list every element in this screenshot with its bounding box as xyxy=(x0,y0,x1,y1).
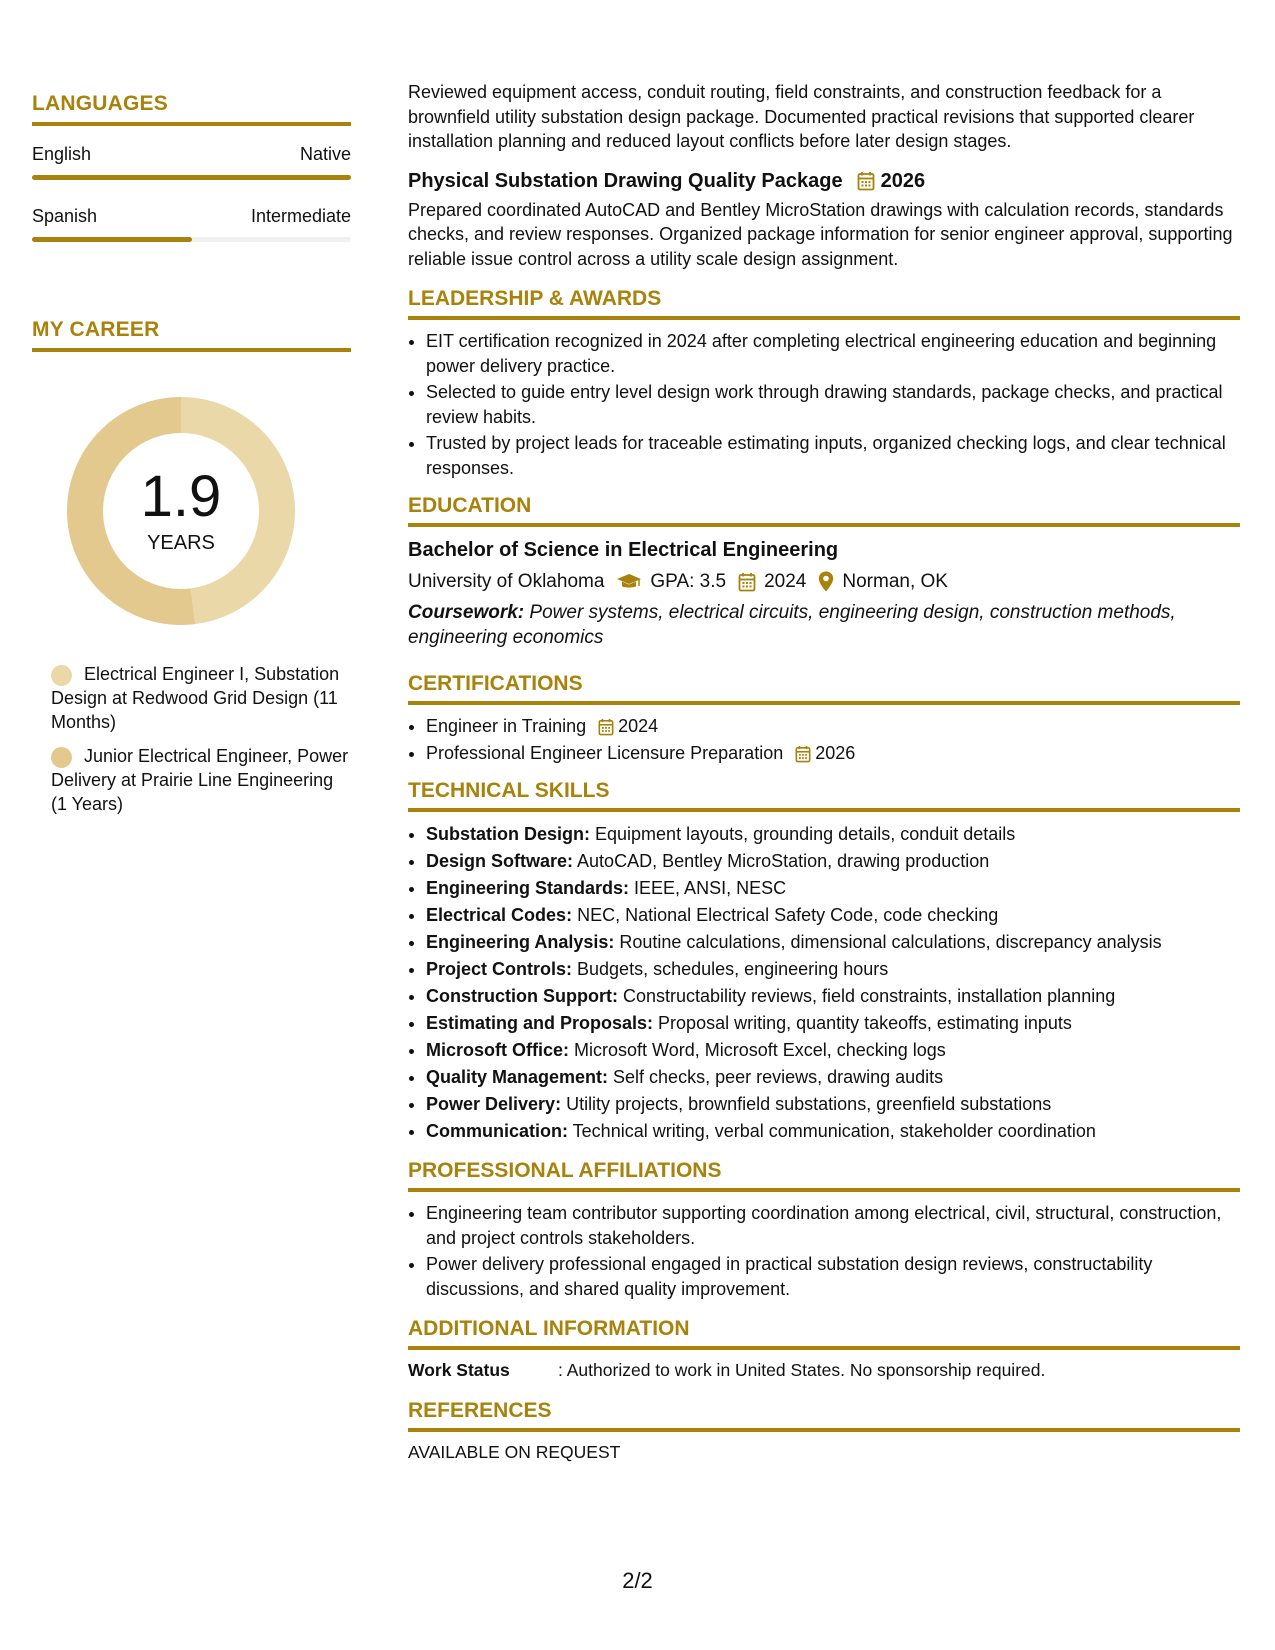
skill-text: Equipment layouts, grounding details, conduit details xyxy=(590,824,1016,844)
skill-item xyxy=(426,956,1240,983)
graduation-year: 2024 xyxy=(764,571,807,592)
skill-label: Communication: xyxy=(426,1121,568,1141)
map-pin-icon xyxy=(818,569,834,595)
school-location: Norman, OK xyxy=(842,571,948,592)
project-year: 2026 xyxy=(880,169,926,192)
language-name: English xyxy=(32,144,92,164)
certifications-list xyxy=(408,714,1240,765)
left-column xyxy=(32,92,351,826)
skill-label: Project Controls: xyxy=(426,959,573,979)
calendar-icon xyxy=(738,569,756,595)
skill-text: Technical writing, verbal communication, stakeholder coordination xyxy=(568,1121,1096,1141)
career-legend-label: Junior Electrical Engineer, Power Delivery at Prairie Line Engineering (1 Years) xyxy=(51,746,349,814)
skill-item xyxy=(426,1064,1240,1091)
list-item: • Engineering team contributor supporting coordination among electrical, civil, structural, construction, and project controls stakeholders. xyxy=(426,1201,1240,1250)
language-proficiency-fill xyxy=(32,175,351,180)
skills-list xyxy=(408,821,1240,1145)
school-name: University of Oklahoma xyxy=(408,571,605,592)
career-years-unit: YEARS xyxy=(147,531,215,554)
calendar-icon xyxy=(857,168,875,194)
experience-description: Reviewed equipment access, conduit routing, field constraints, and construction feedback for a brownfield utility substation design package. Documented practical revisions that supported clearer installation planning and reduced layout conflicts before later design stages. xyxy=(408,82,1195,151)
skills-heading: TECHNICAL SKILLS xyxy=(408,779,1240,812)
leadership-list xyxy=(408,329,1240,480)
references-text: AVAILABLE ON REQUEST xyxy=(408,1442,621,1462)
certifications-heading: CERTIFICATIONS xyxy=(408,672,1240,705)
project-description: Prepared coordinated AutoCAD and Bentley MicroStation drawings with calculation records, standards checks, and review responses. Organized package information for senior engineer approval, supporting reliable issue control across a utility scale design assignment. xyxy=(408,199,1233,269)
language-level: Native xyxy=(299,144,351,164)
certification-name: • Engineer in Training xyxy=(426,716,587,736)
list-item: • Trusted by project leads for traceable estimating inputs, organized checking logs, and clear technical responses. xyxy=(426,431,1240,480)
skill-item xyxy=(426,929,1240,956)
certification-year: 2024 xyxy=(618,716,659,736)
skill-item xyxy=(426,848,1240,875)
additional-info-heading: ADDITIONAL INFORMATION xyxy=(408,1317,1240,1350)
list-item: • EIT certification recognized in 2024 after completing electrical engineering education and beginning power delivery practice. xyxy=(426,329,1240,378)
language-proficiency-bar xyxy=(32,237,351,242)
skill-label: Engineering Standards: xyxy=(426,878,630,898)
skill-label: Design Software: xyxy=(426,851,574,871)
affiliations-heading: PROFESSIONAL AFFILIATIONS xyxy=(408,1159,1240,1192)
skill-text: Budgets, schedules, engineering hours xyxy=(572,959,889,979)
coursework-label: Coursework: xyxy=(408,602,525,623)
skill-item xyxy=(426,1118,1240,1145)
right-column xyxy=(408,80,1240,1463)
skill-item xyxy=(426,875,1240,902)
graduation-cap-icon xyxy=(616,569,642,595)
skill-text: AutoCAD, Bentley MicroStation, drawing production xyxy=(573,851,990,871)
skill-label: Construction Support: xyxy=(426,986,618,1006)
skill-item xyxy=(426,821,1240,848)
coursework xyxy=(408,600,1240,650)
skill-label: Electrical Codes: xyxy=(426,905,573,925)
skill-label: Power Delivery: xyxy=(426,1094,562,1114)
education-heading: EDUCATION xyxy=(408,494,1240,527)
skill-text: Routine calculations, dimensional calculations, discrepancy analysis xyxy=(614,932,1162,952)
calendar-icon xyxy=(795,741,811,766)
coursework-list: Power systems, electrical circuits, engineering design, construction methods, engineering economics xyxy=(408,602,1176,648)
skill-text: Microsoft Word, Microsoft Excel, checking logs xyxy=(569,1040,946,1060)
list-item xyxy=(426,741,1240,766)
language-item xyxy=(32,206,351,242)
certification-year: 2026 xyxy=(815,742,856,763)
skill-item xyxy=(426,1010,1240,1037)
language-proficiency-fill xyxy=(32,237,192,242)
project-title: Physical Substation Drawing Quality Package xyxy=(408,169,843,192)
skill-text: Utility projects, brownfield substations, greenfield substations xyxy=(561,1094,1052,1114)
skill-item xyxy=(426,1091,1240,1118)
page-number: 2/2 xyxy=(622,1568,653,1593)
calendar-icon xyxy=(598,714,614,739)
list-item: • Selected to guide entry level design work through drawing standards, package checks, and practical review habits. xyxy=(426,380,1240,429)
language-name: Spanish xyxy=(32,206,98,226)
skill-label: Microsoft Office: xyxy=(426,1040,570,1060)
career-total-years: 1.9 xyxy=(140,463,222,529)
skill-label: Estimating and Proposals: xyxy=(426,1013,654,1033)
legend-dot xyxy=(51,747,72,768)
work-status-label: Work Status xyxy=(408,1360,510,1380)
career-heading: MY CAREER xyxy=(32,318,351,352)
work-status-value: : Authorized to work in United States. No sponsorship required. xyxy=(558,1360,1046,1380)
gpa: GPA: 3.5 xyxy=(650,571,727,592)
legend-dot xyxy=(51,665,72,686)
career-legend-label: Electrical Engineer I, Substation Design at Redwood Grid Design (11 Months) xyxy=(51,664,340,732)
career-legend-item xyxy=(51,662,351,734)
career-legend xyxy=(32,662,351,816)
skill-item xyxy=(426,1037,1240,1064)
leadership-heading: LEADERSHIP & AWARDS xyxy=(408,287,1240,320)
skill-text: NEC, National Electrical Safety Code, code checking xyxy=(572,905,999,925)
degree-title: Bachelor of Science in Electrical Engineering xyxy=(408,539,839,561)
list-item xyxy=(426,714,1240,739)
language-item xyxy=(32,144,351,180)
skill-text: Proposal writing, quantity takeoffs, estimating inputs xyxy=(653,1013,1072,1033)
languages-heading: LANGUAGES xyxy=(32,92,351,126)
language-proficiency-bar xyxy=(32,175,351,180)
skill-label: Engineering Analysis: xyxy=(426,932,615,952)
skill-label: Substation Design: xyxy=(426,824,591,844)
education-details xyxy=(408,569,1240,595)
list-item: • Power delivery professional engaged in practical substation design reviews, constructability discussions, and shared quality improvement. xyxy=(426,1252,1240,1301)
skill-item xyxy=(426,902,1240,929)
language-level: Intermediate xyxy=(250,206,351,226)
work-status-row xyxy=(408,1360,1240,1381)
affiliations-list xyxy=(408,1201,1240,1301)
project-title-row xyxy=(408,168,1240,194)
skill-item xyxy=(426,983,1240,1010)
skill-text: IEEE, ANSI, NESC xyxy=(629,878,787,898)
career-donut-chart xyxy=(66,396,296,626)
certification-name: • Professional Engineer Licensure Preparation xyxy=(426,742,784,763)
references-heading: REFERENCES xyxy=(408,1399,1240,1432)
career-legend-item xyxy=(51,744,351,816)
skill-text: Constructability reviews, field constraints, installation planning xyxy=(617,986,1116,1006)
skill-label: Quality Management: xyxy=(426,1067,609,1087)
skill-text: Self checks, peer reviews, drawing audits xyxy=(608,1067,944,1087)
